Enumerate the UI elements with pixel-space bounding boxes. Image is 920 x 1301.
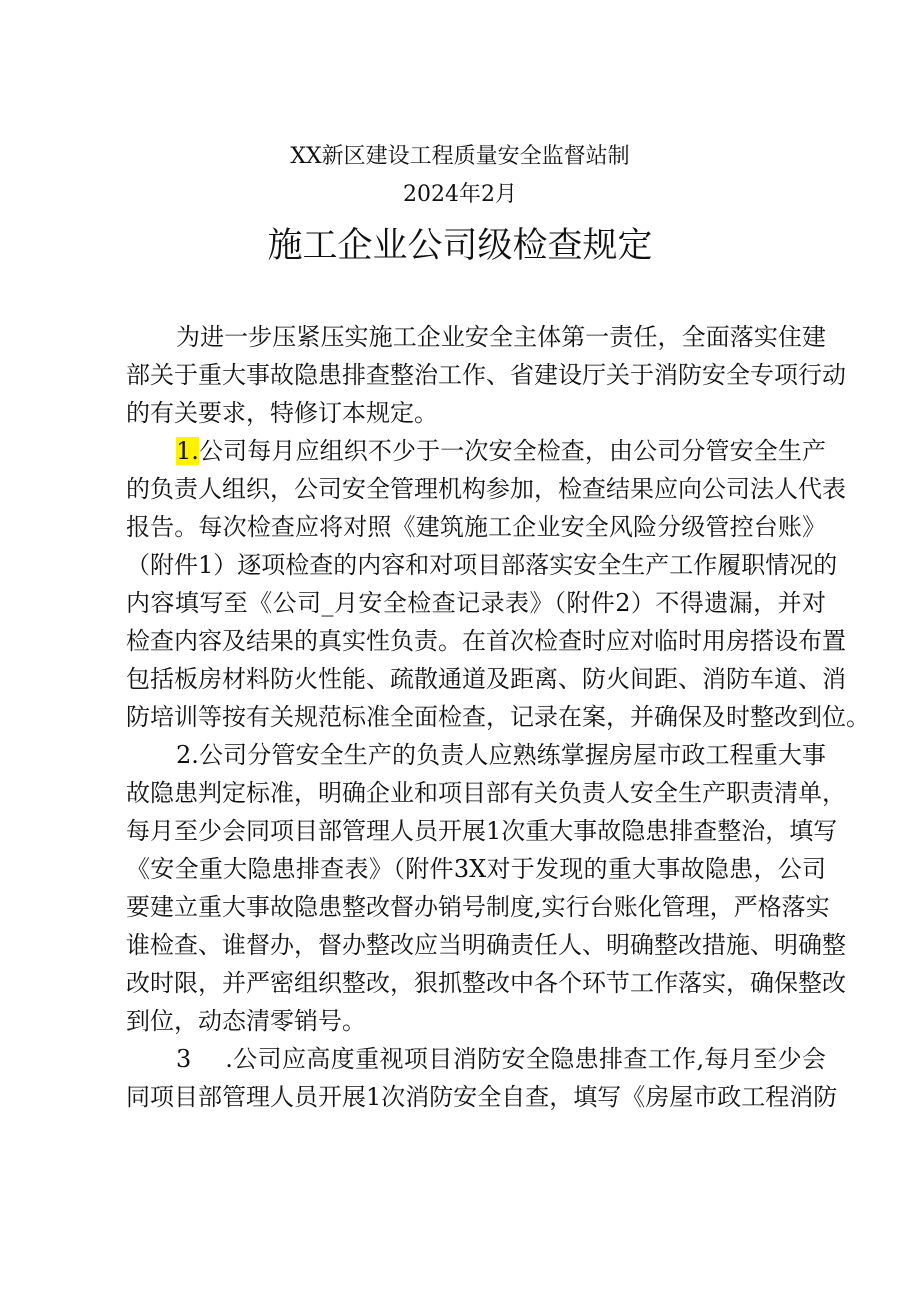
item2-line: 每月至少会同项目部管理人员开展1次重大事故隐患排查整治，填写 bbox=[126, 817, 838, 845]
item2-line: 到位，动态清零销号。 bbox=[126, 1007, 366, 1035]
item2-line: 改时限，并严密组织整改，狠抓整改中各个环节工作落实，确保整改 bbox=[126, 969, 846, 997]
item1-number-highlight: 1. bbox=[176, 437, 199, 465]
intro-line: 为进一步压紧压实施工企业安全主体第一责任，全面落实住建 bbox=[176, 323, 826, 351]
item1-line: 内容填写至《公司_月安全检查记录表》（附件2）不得遗漏，并对 bbox=[126, 589, 826, 617]
intro-line: 部关于重大事故隐患排查整治工作、省建设厅关于消防安全专项行动 bbox=[126, 361, 846, 389]
item1-first-text: 公司每月应组织不少于一次安全检查，由公司分管安全生产 bbox=[198, 437, 826, 465]
item1-line: 检查内容及结果的真实性负责。在首次检查时应对临时用房搭设布置 bbox=[126, 627, 846, 655]
item3-first-text: .公司应高度重视项目消防安全隐患排查工作,每月至少会 bbox=[225, 1045, 826, 1073]
item1-line: 的负责人组织，公司安全管理机构参加，检查结果应向公司法人代表 bbox=[126, 475, 846, 503]
item1-first-line bbox=[176, 432, 826, 470]
issuer-line: XX新区建设工程质量安全监督站制 bbox=[290, 144, 630, 169]
item3-first-line bbox=[176, 1040, 826, 1078]
item1-line: 报告。每次检查应将对照《建筑施工企业安全风险分级管控台账》 bbox=[126, 513, 826, 541]
item2-line: 谁检查、谁督办，督办整改应当明确责任人、明确整改措施、明确整 bbox=[126, 931, 846, 959]
item2-line: 故隐患判定标准，明确企业和项目部有关负责人安全生产职责清单， bbox=[126, 779, 846, 807]
item3-line: 同项目部管理人员开展1次消防安全自查，填写《房屋市政工程消防 bbox=[126, 1083, 838, 1111]
item2-line: 《安全重大隐患排查表》（附件3X对于发现的重大事故隐患，公司 bbox=[126, 855, 826, 883]
document-title: 施工企业公司级检查规定 bbox=[267, 226, 653, 266]
item1-line: 防培训等按有关规范标准全面检查，记录在案，并确保及时整改到位。 bbox=[126, 703, 870, 731]
item1-line: （附件1）逐项检查的内容和对项目部落实安全生产工作履职情况的 bbox=[126, 551, 838, 579]
item3-number: 3 bbox=[176, 1045, 192, 1073]
date-line: 2024年2月 bbox=[403, 182, 517, 207]
intro-line: 的有关要求，特修订本规定。 bbox=[126, 399, 438, 427]
item2-line: 2.公司分管安全生产的负责人应熟练掌握房屋市政工程重大事 bbox=[176, 741, 826, 769]
item2-line: 要建立重大事故隐患整改督办销号制度,实行台账化管理，严格落实 bbox=[126, 893, 830, 921]
item1-line: 包括板房材料防火性能、疏散通道及距离、防火间距、消防车道、消 bbox=[126, 665, 846, 693]
